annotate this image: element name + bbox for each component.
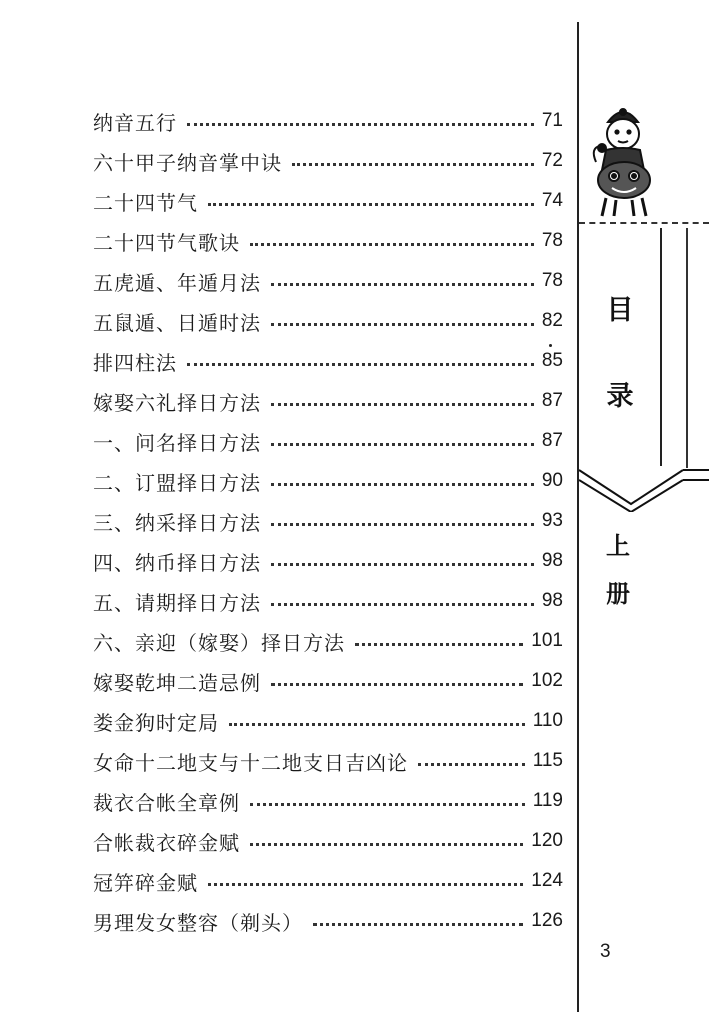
- toc-entry[interactable]: [93, 423, 563, 459]
- toc-entry[interactable]: [93, 183, 563, 219]
- entry-title: 五鼠遁、日遁时法: [93, 310, 261, 335]
- entry-title: 五虎遁、年遁月法: [93, 270, 261, 295]
- entry-page-number: 85: [541, 350, 563, 371]
- margin-rule: [577, 22, 579, 1012]
- entry-title: 男理发女整容（剃头）: [93, 910, 303, 935]
- chevron-down-icon: [579, 464, 709, 512]
- entry-page-number: 71: [541, 110, 563, 131]
- dot-leader: [355, 643, 523, 646]
- entry-title: 二十四节气歌诀: [93, 230, 240, 255]
- dot-leader: [271, 603, 534, 606]
- toc-entry[interactable]: [93, 863, 563, 899]
- dot-leader: [271, 403, 534, 406]
- dot-leader: [271, 563, 534, 566]
- dot-leader: [250, 843, 523, 846]
- entry-page-number: 87: [541, 390, 563, 411]
- dot-leader: [271, 443, 534, 446]
- toc-entry[interactable]: [93, 263, 563, 299]
- entry-title: 嫁娶乾坤二造忌例: [93, 670, 261, 695]
- dot-leader: [271, 683, 523, 686]
- tab-top-dashed-rule: [579, 222, 709, 224]
- toc-entry[interactable]: [93, 543, 563, 579]
- toc-entry[interactable]: [93, 623, 563, 659]
- dot-leader: [271, 523, 534, 526]
- section-title: 目: [606, 295, 634, 326]
- entry-title: 二、订盟择日方法: [93, 470, 261, 495]
- toc-entry[interactable]: [93, 463, 563, 499]
- toc-entry[interactable]: [93, 143, 563, 179]
- dot-leader: [208, 883, 523, 886]
- entry-page-number: 126: [531, 910, 563, 931]
- entry-page-number: 110: [532, 710, 563, 731]
- entry-page-number: 115: [532, 750, 563, 771]
- entry-title: 四、纳币择日方法: [93, 550, 261, 575]
- entry-title: 裁衣合帐全章例: [93, 790, 240, 815]
- entry-page-number: 98: [541, 590, 563, 611]
- entry-page-number: 78: [541, 230, 563, 251]
- entry-title: 嫁娶六礼择日方法: [93, 390, 261, 415]
- toc-entry[interactable]: [93, 903, 563, 939]
- entry-page-number: 124: [531, 870, 563, 891]
- toc-entry[interactable]: [93, 383, 563, 419]
- dot-leader: [271, 323, 534, 326]
- entry-page-number: 90: [541, 470, 563, 491]
- dot-leader: [250, 803, 525, 806]
- toc-entry[interactable]: [93, 823, 563, 859]
- toc-entry[interactable]: [93, 663, 563, 699]
- toc-entry[interactable]: [93, 303, 563, 339]
- section-title: 录: [606, 381, 634, 412]
- entry-title: 冠笄碎金赋: [93, 870, 198, 895]
- dot-leader: [292, 163, 534, 166]
- entry-page-number: 74: [541, 190, 563, 211]
- dot-leader: [187, 123, 534, 126]
- dot-leader: [250, 243, 534, 246]
- toc-entry[interactable]: [93, 223, 563, 259]
- entry-page-number: 93: [541, 510, 563, 531]
- child-holding-lion-mask-icon: [586, 100, 660, 218]
- toc-entry[interactable]: [93, 503, 563, 539]
- toc-entry[interactable]: [93, 743, 563, 779]
- entry-page-number: 102: [531, 670, 563, 691]
- entry-title: 二十四节气: [93, 190, 198, 215]
- entry-page-number: 82: [541, 310, 563, 331]
- entry-page-number: 98: [541, 550, 563, 571]
- dot-leader: [418, 763, 525, 766]
- dot-leader: [187, 363, 534, 366]
- dot-leader: [229, 723, 525, 726]
- dot-leader: [208, 203, 534, 206]
- entry-title: 六、亲迎（嫁娶）择日方法: [93, 630, 345, 655]
- entry-title: 纳音五行: [93, 110, 177, 135]
- dot-leader: [271, 483, 534, 486]
- page-number: 3: [600, 941, 611, 962]
- toc-entry[interactable]: [93, 783, 563, 819]
- entry-page-number: 72: [541, 150, 563, 171]
- volume-label: 册: [606, 579, 630, 608]
- print-speck: [549, 344, 552, 347]
- dot-leader: [313, 923, 523, 926]
- entry-title: 排四柱法: [93, 350, 177, 375]
- entry-page-number: 120: [531, 830, 563, 851]
- entry-page-number: 119: [532, 790, 563, 811]
- tab-outer-rule: [686, 228, 688, 468]
- entry-title: 合帐裁衣碎金赋: [93, 830, 240, 855]
- toc-entry[interactable]: [93, 583, 563, 619]
- entry-title: 六十甲子纳音掌中诀: [93, 150, 282, 175]
- entry-title: 娄金狗时定局: [93, 710, 219, 735]
- volume-label: 上: [606, 531, 630, 560]
- section-tab: [579, 228, 662, 466]
- dot-leader: [271, 283, 534, 286]
- entry-page-number: 78: [541, 270, 563, 291]
- entry-page-number: 87: [541, 430, 563, 451]
- entry-page-number: 101: [531, 630, 563, 651]
- entry-title: 五、请期择日方法: [93, 590, 261, 615]
- entry-title: 三、纳采择日方法: [93, 510, 261, 535]
- toc-entry[interactable]: [93, 103, 563, 139]
- entry-title: 女命十二地支与十二地支日吉凶论: [93, 750, 408, 775]
- entry-title: 一、问名择日方法: [93, 430, 261, 455]
- toc-entry[interactable]: [93, 703, 563, 739]
- toc-entry[interactable]: [93, 343, 563, 379]
